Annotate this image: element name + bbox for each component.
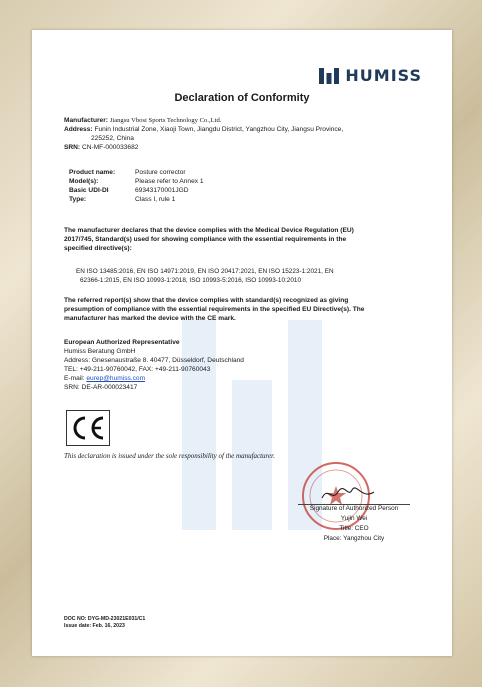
signature-caption: Signature of Authorized Person	[309, 505, 399, 512]
rep-email-label: E-mail:	[64, 375, 85, 382]
signatory-name: Yujin Wei	[340, 515, 368, 522]
brand-logo	[319, 66, 422, 85]
rep-heading: European Authorized Representative	[64, 339, 180, 346]
manufacturer-label: Manufacturer:	[64, 117, 108, 124]
standards-list: EN ISO 13485:2016, EN ISO 14971:2019, EN ISO 20417:2021, EN ISO 15223-1:2021, EN 62366-1:2015, EN ISO 10993-1:2018, ISO 10993-5:2016, ISO 10993-10:2010	[76, 268, 334, 284]
declaration-text: The manufacturer declares that the device complies with the Medical Device Regulation (EU) 2017/745, Standard(s) used for showing compliance with the essential requirements in the specified directive(s):	[64, 227, 354, 252]
rep-company: Humiss Beratung GmbH	[64, 348, 136, 355]
issue-date: Issue date: Feb. 16, 2023	[64, 623, 125, 629]
rep-tel: TEL: +49-211-90760042, FAX: +49-211-90760043	[64, 366, 211, 373]
rep-address: Address: Gnesenaustraße 8. 40477, Düsseldorf, Deutschland	[64, 357, 244, 364]
signatory-title: Title: CEO	[339, 525, 369, 532]
product-row: Type: Class I, rule 1	[69, 196, 176, 203]
signature-place: Place: Yangzhou City	[323, 535, 385, 542]
product-row: Product name: Posture corrector	[69, 169, 186, 176]
ce-mark	[66, 410, 110, 446]
rep-email-link[interactable]: eurep@humiss.com	[86, 375, 146, 382]
humiss-logo-icon	[319, 68, 339, 84]
address-line-1: Funin Industrial Zone, Xiaoji Town, Jiangdu District, Yangzhou City, Jiangsu Province,	[94, 126, 344, 133]
document-footer	[64, 616, 145, 630]
responsibility-statement: This declaration is issued under the sole responsibility of the manufacturer.	[64, 452, 275, 460]
signature-block	[284, 504, 424, 544]
ce-mark-icon	[70, 415, 106, 441]
manufacturer-block	[64, 116, 424, 152]
manufacturer-name: Jiangsu Vbosi Sports Technology Co.,Ltd.	[109, 117, 222, 124]
report-text: The referred report(s) show that the device complies with standard(s) recognized as giving presumption of compliance with the essential requirements in the specified EU Directive(s). The manufacturer has marked the device with the CE mark.	[64, 297, 365, 322]
certificate-paper	[32, 30, 452, 656]
address-line-2: 225252, China	[91, 135, 134, 142]
doc-number: DOC NO: DYG-MD-23021E031/C1	[64, 616, 146, 622]
rep-srn: SRN: DE-AR-000023417	[64, 384, 138, 391]
brand-name: HUMISS	[345, 66, 422, 85]
product-table	[69, 168, 204, 204]
srn-label: SRN:	[64, 144, 81, 151]
document-title: Declaration of Conformity	[174, 92, 310, 104]
address-label: Address:	[64, 126, 93, 133]
product-row: Model(s): Please refer to Annex 1	[69, 178, 204, 185]
srn-value: CN-MF-000033682	[81, 144, 139, 151]
product-row: Basic UDI-DI 69343170001JGD	[69, 187, 189, 194]
handwritten-signature-icon	[318, 484, 378, 504]
authorized-representative	[64, 338, 424, 392]
